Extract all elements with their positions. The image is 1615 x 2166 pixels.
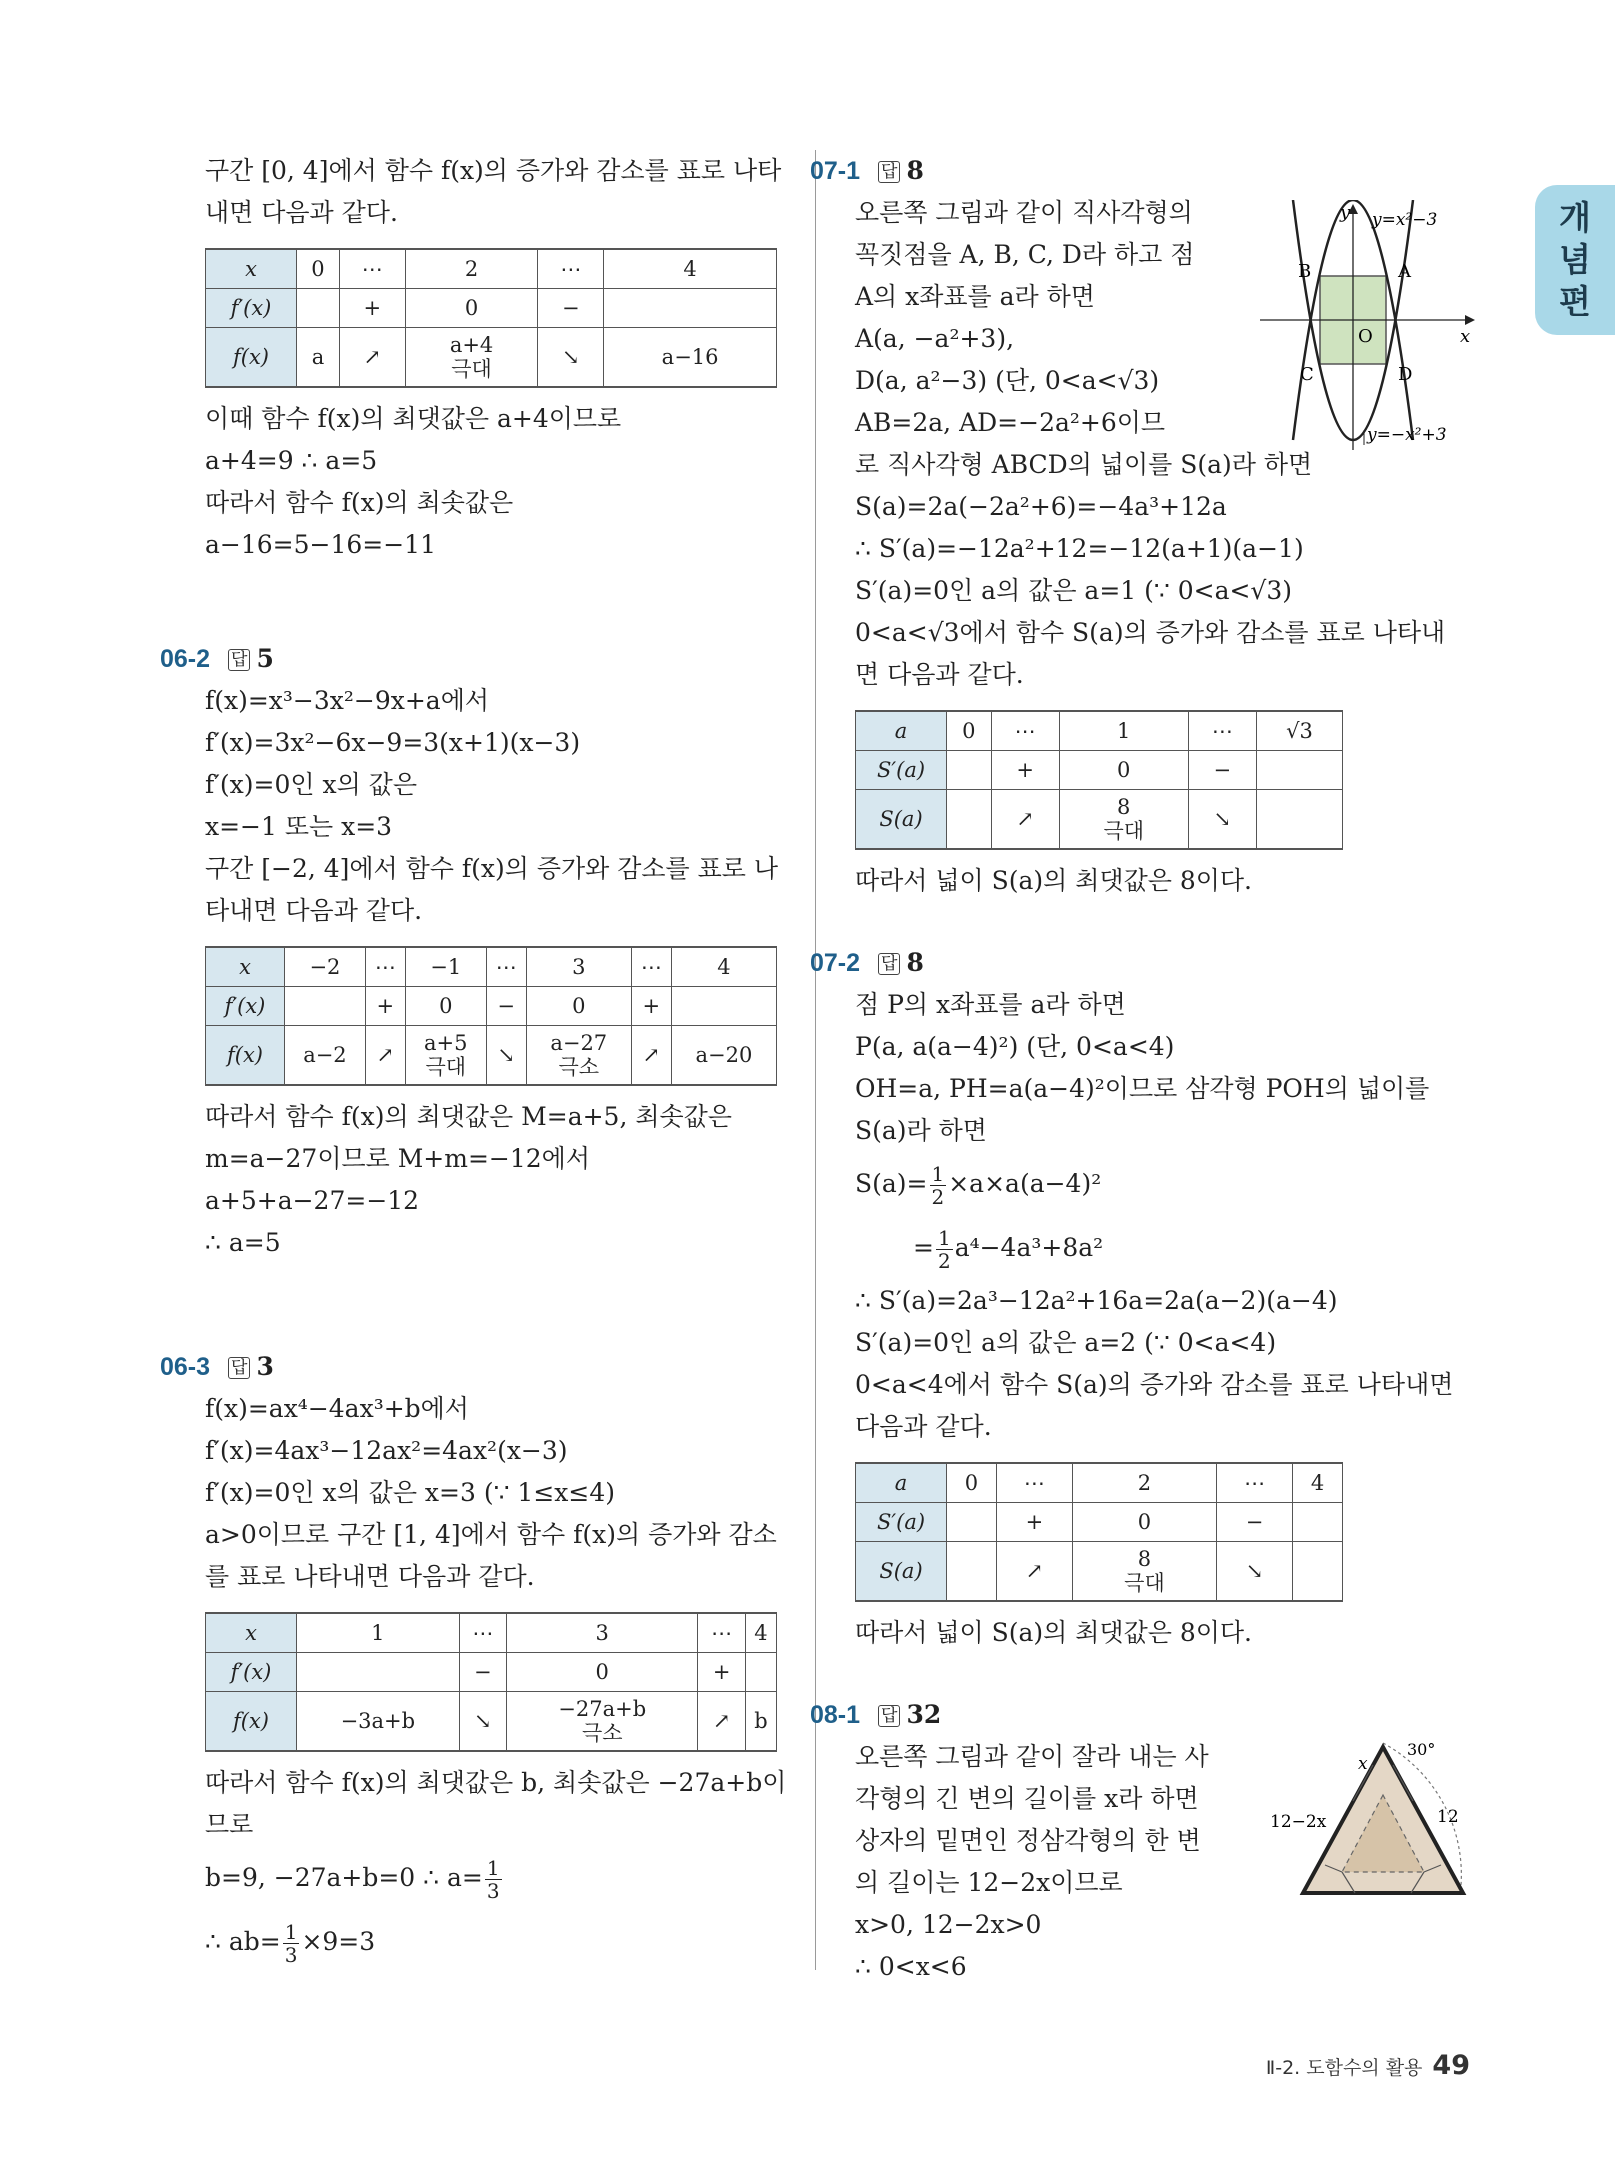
table-cell: ↗	[996, 1542, 1072, 1602]
point-label-c: C	[1300, 364, 1314, 385]
equation-text: b=9, −27a+b=0 ∴ a=	[205, 1863, 483, 1892]
table-cell: −	[1188, 751, 1256, 790]
point-label-b: B	[1298, 261, 1312, 282]
answer-mark: 답	[228, 649, 250, 671]
answer-mark: 답	[878, 161, 900, 183]
problem-header	[810, 1694, 1475, 1736]
table-cell: 0	[507, 1653, 698, 1692]
table-cell: ↗	[698, 1692, 745, 1752]
text-line: 면 다음과 같다.	[855, 660, 1024, 689]
table-cell: +	[365, 987, 405, 1026]
answer-value: 8	[906, 948, 924, 977]
text-line: 므로	[205, 1810, 254, 1839]
equation-text: a⁴−4a³+8a²	[954, 1233, 1104, 1262]
table-cell: S(a)	[856, 790, 947, 850]
tag-char: 편	[1559, 282, 1591, 321]
angle-label: 30°	[1407, 1740, 1436, 1759]
text-line: 다음과 같다.	[855, 1412, 992, 1441]
table-cell: 4	[1293, 1463, 1343, 1503]
text-line: 구간 [−2, 4]에서 함수 f(x)의 증가와 감소를 표로 나	[205, 854, 779, 883]
problem-header	[160, 638, 785, 680]
text-line: 따라서 함수 f(x)의 최댓값은 b, 최솟값은 −27a+b이	[205, 1768, 787, 1797]
table-cell	[947, 751, 992, 790]
curve-label-lower: y=−x²+3	[1367, 425, 1447, 445]
parabola-rectangle-figure	[1260, 200, 1485, 450]
table-cell: ⋯	[991, 711, 1059, 751]
axis-label-x: x	[1460, 326, 1471, 347]
table-cell	[1293, 1542, 1343, 1602]
table-cell	[526, 1026, 631, 1086]
table-cell: a−16	[604, 328, 777, 388]
problem-header	[810, 942, 1475, 984]
origin-label: O	[1358, 326, 1373, 347]
section-title: Ⅱ-2. 도함수의 활용	[1265, 2057, 1423, 2079]
answer-value: 3	[256, 1352, 274, 1381]
text-line: 점 P의 x좌표를 a라 하면	[855, 990, 1126, 1019]
table-cell: ⋯	[1216, 1463, 1292, 1503]
text-line: 오른쪽 그림과 같이 잘라 내는 사	[855, 1742, 1209, 1771]
table-cell: 0	[1072, 1503, 1216, 1542]
table-cell: 0	[947, 1463, 997, 1503]
variation-table	[205, 1612, 777, 1752]
table-cell: 3	[526, 947, 631, 987]
table-cell	[405, 328, 538, 388]
table-cell: −	[486, 987, 526, 1026]
variation-table	[205, 946, 777, 1086]
axis-label-y: y	[1340, 202, 1351, 223]
left-column	[160, 150, 787, 1974]
table-cell: x	[206, 947, 285, 987]
table-cell	[297, 1653, 460, 1692]
table-cell	[1072, 1542, 1216, 1602]
text-line: 오른쪽 그림과 같이 직사각형의	[855, 198, 1193, 227]
table-cell: S(a)	[856, 1542, 947, 1602]
text-line: S′(a)=0인 a의 값은 a=1 (∵ 0<a<√3)	[855, 576, 1293, 605]
table-cell: 0	[405, 987, 486, 1026]
text-line: A의 x좌표를 a라 하면	[855, 282, 1095, 311]
equation-text: ×a×a(a−4)²	[948, 1169, 1102, 1198]
table-cell: ⋯	[538, 249, 604, 289]
side-label-right: 12	[1437, 1807, 1459, 1827]
table-cell	[604, 289, 777, 328]
fraction	[485, 1857, 502, 1902]
table-cell: f′(x)	[206, 1653, 297, 1692]
text-line: 각형의 긴 변의 길이를 x라 하면	[855, 1784, 1199, 1813]
text-line: ∴ S′(a)=2a³−12a²+16a=2a(a−2)(a−4)	[855, 1286, 1338, 1315]
cell-value: a−27	[550, 1031, 608, 1055]
side-label-x: x	[1358, 1754, 1368, 1774]
equation-line	[205, 1910, 785, 1974]
equation-line	[855, 1152, 1475, 1216]
variation-table	[205, 248, 777, 388]
side-label-left: 12−2x	[1270, 1812, 1327, 1832]
table-cell: f(x)	[206, 1692, 297, 1752]
table-cell	[947, 1503, 997, 1542]
fraction	[283, 1921, 300, 1966]
numerator: 1	[937, 1226, 951, 1250]
table-cell: 0	[297, 249, 340, 289]
table-cell	[1059, 790, 1188, 850]
denominator: 2	[931, 1185, 945, 1209]
fraction	[936, 1227, 953, 1272]
numerator: 1	[486, 1856, 500, 1880]
table-cell: 1	[1059, 711, 1188, 751]
table-cell: ⋯	[996, 1463, 1072, 1503]
text-line: f′(x)=0인 x의 값은 x=3 (∵ 1≤x≤4)	[205, 1478, 615, 1507]
table-cell: 1	[297, 1613, 460, 1653]
variation-table	[855, 710, 1343, 850]
table-cell: −	[459, 1653, 506, 1692]
denominator: 2	[937, 1249, 951, 1273]
denominator: 3	[284, 1943, 298, 1967]
text-line: 따라서 함수 f(x)의 최솟값은	[205, 488, 514, 517]
text-line: 내면 다음과 같다.	[205, 198, 398, 227]
equation-line	[855, 1216, 1475, 1280]
text-line: S(a)라 하면	[855, 1116, 987, 1145]
answer-value: 5	[256, 644, 274, 673]
text-line: f(x)=x³−3x²−9x+a에서	[205, 686, 490, 715]
table-cell: +	[991, 751, 1059, 790]
table-cell: +	[339, 289, 405, 328]
denominator: 3	[486, 1879, 500, 1903]
table-cell: a	[297, 328, 340, 388]
table-cell	[285, 987, 366, 1026]
table-cell: b	[745, 1692, 776, 1752]
table-cell: 0	[1059, 751, 1188, 790]
table-cell: f(x)	[206, 328, 297, 388]
text-line: S(a)=2a(−2a²+6)=−4a³+12a	[855, 492, 1227, 521]
table-cell	[1256, 751, 1342, 790]
table-cell: 4	[671, 947, 776, 987]
equation-text: S(a)=	[855, 1169, 928, 1198]
answer-mark: 답	[878, 953, 900, 975]
text-line: 타내면 다음과 같다.	[205, 896, 423, 925]
text-line: 의 길이는 12−2x이므로	[855, 1868, 1123, 1897]
extremum-label: 극소	[581, 1721, 623, 1745]
equation-text: =	[913, 1233, 934, 1262]
text-line: ∴ S′(a)=−12a²+12=−12(a+1)(a−1)	[855, 534, 1304, 563]
extremum-label: 극소	[558, 1055, 600, 1079]
text-line: S′(a)=0인 a의 값은 a=2 (∵ 0<a<4)	[855, 1328, 1277, 1357]
table-cell: ↘	[1188, 790, 1256, 850]
table-cell	[947, 790, 992, 850]
table-cell: ↗	[631, 1026, 671, 1086]
text-line: f′(x)=3x²−6x−9=3(x+1)(x−3)	[205, 728, 581, 757]
page-footer	[1266, 2050, 1470, 2081]
table-cell: a	[856, 711, 947, 751]
table-cell: ↗	[991, 790, 1059, 850]
tag-char: 념	[1559, 240, 1591, 279]
table-cell	[947, 1542, 997, 1602]
cell-value: a+5	[424, 1031, 468, 1055]
extremum-label: 극대	[425, 1055, 467, 1079]
problem-header	[160, 1346, 785, 1388]
table-cell: f′(x)	[206, 289, 297, 328]
table-cell: −1	[405, 947, 486, 987]
table-cell: √3	[1256, 711, 1342, 751]
cell-value: −27a+b	[558, 1697, 647, 1721]
text-line: m=a−27이므로 M+m=−12에서	[205, 1144, 590, 1173]
table-cell	[405, 1026, 486, 1086]
text-line: AB=2a, AD=−2a²+6이므	[855, 408, 1166, 437]
table-cell: −	[1216, 1503, 1292, 1542]
text-line: 따라서 함수 f(x)의 최댓값은 M=a+5, 최솟값은	[205, 1102, 732, 1131]
answer-mark: 답	[228, 1357, 250, 1379]
table-cell: 4	[604, 249, 777, 289]
table-cell: −2	[285, 947, 366, 987]
equation-text: ∴ ab=	[205, 1927, 281, 1956]
table-cell: a−20	[671, 1026, 776, 1086]
table-cell: S′(a)	[856, 1503, 947, 1542]
cell-value: 8	[1117, 795, 1131, 819]
table-cell: 4	[745, 1613, 776, 1653]
table-cell: +	[698, 1653, 745, 1692]
cell-value: a+4	[449, 333, 494, 357]
answer-mark: 답	[878, 1705, 900, 1727]
table-cell: a−2	[285, 1026, 366, 1086]
table-cell: a	[856, 1463, 947, 1503]
triangle-box-figure	[1265, 1735, 1480, 1910]
problem-number: 07-2	[810, 949, 861, 977]
equation-line	[205, 1846, 785, 1910]
table-cell: ⋯	[1188, 711, 1256, 751]
table-cell: ⋯	[365, 947, 405, 987]
text-line: f′(x)=4ax³−12ax²=4ax²(x−3)	[205, 1436, 568, 1465]
table-cell: 2	[405, 249, 538, 289]
equation-text: ×9=3	[301, 1927, 376, 1956]
x-axis-arrow-icon	[1465, 315, 1475, 325]
table-cell: f′(x)	[206, 987, 285, 1026]
table-cell: ↘	[486, 1026, 526, 1086]
text-line: 따라서 넓이 S(a)의 최댓값은 8이다.	[855, 866, 1252, 895]
table-cell: 0	[947, 711, 992, 751]
table-cell	[745, 1653, 776, 1692]
table-cell: ⋯	[631, 947, 671, 987]
point-label-a: A	[1398, 261, 1411, 282]
text-line: a>0이므로 구간 [1, 4]에서 함수 f(x)의 증가와 감소	[205, 1520, 777, 1549]
table-cell	[507, 1692, 698, 1752]
text-line: 꼭짓점을 A, B, C, D라 하고 점	[855, 240, 1195, 269]
problem-number: 06-2	[160, 645, 211, 673]
cell-value: 8	[1137, 1547, 1152, 1571]
text-line: x=−1 또는 x=3	[205, 812, 393, 841]
numerator: 1	[931, 1162, 945, 1186]
point-label-d: D	[1398, 364, 1413, 385]
table-cell: −3a+b	[297, 1692, 460, 1752]
table-cell: 0	[526, 987, 631, 1026]
table-cell	[671, 987, 776, 1026]
problem-number: 07-1	[810, 157, 861, 185]
text-line: f(x)=ax⁴−4ax³+b에서	[205, 1394, 469, 1423]
variation-table	[855, 1462, 1343, 1602]
numerator: 1	[284, 1920, 298, 1944]
text-line: a+5+a−27=−12	[205, 1186, 420, 1215]
table-cell	[1256, 790, 1342, 850]
answer-value: 8	[906, 156, 924, 185]
table-cell: 0	[405, 289, 538, 328]
text-line: x>0, 12−2x>0	[855, 1910, 1042, 1939]
table-cell: ↘	[459, 1692, 506, 1752]
text-line: A(a, −a²+3),	[855, 324, 1015, 353]
text-line: 구간 [0, 4]에서 함수 f(x)의 증가와 감소를 표로 나타	[205, 156, 782, 185]
table-cell: x	[206, 1613, 297, 1653]
text-line: 상자의 밑면인 정삼각형의 한 변	[855, 1826, 1201, 1855]
table-cell: +	[631, 987, 671, 1026]
table-cell: ⋯	[459, 1613, 506, 1653]
table-cell	[297, 289, 340, 328]
table-cell: +	[996, 1503, 1072, 1542]
text-line: ∴ 0<x<6	[855, 1952, 967, 1981]
answer-value: 32	[906, 1700, 942, 1729]
table-cell: S′(a)	[856, 751, 947, 790]
text-line: ∴ a=5	[205, 1228, 281, 1257]
table-cell: ↘	[538, 328, 604, 388]
table-cell: x	[206, 249, 297, 289]
table-cell: 2	[1072, 1463, 1216, 1503]
problem-number: 06-3	[160, 1353, 211, 1381]
text-line: 로 직사각형 ABCD의 넓이를 S(a)라 하면	[855, 450, 1313, 479]
section-tag	[1535, 185, 1615, 335]
table-cell: −	[538, 289, 604, 328]
extremum-label: 극대	[1103, 819, 1145, 843]
text-line: 0<a<√3에서 함수 S(a)의 증가와 감소를 표로 나타내	[855, 618, 1446, 647]
page-number: 49	[1432, 2050, 1470, 2081]
text-line: f′(x)=0인 x의 값은	[205, 770, 417, 799]
table-cell	[1293, 1503, 1343, 1542]
text-line: 0<a<4에서 함수 S(a)의 증가와 감소를 표로 나타내면	[855, 1370, 1454, 1399]
table-cell: ⋯	[339, 249, 405, 289]
problem-header	[810, 150, 1475, 192]
tag-char: 개	[1559, 198, 1591, 237]
fraction	[930, 1163, 947, 1208]
text-line: OH=a, PH=a(a−4)²이므로 삼각형 POH의 넓이를	[855, 1074, 1430, 1103]
extremum-label: 극대	[451, 357, 492, 381]
table-cell: ⋯	[486, 947, 526, 987]
table-cell: ↗	[339, 328, 405, 388]
table-cell: ⋯	[698, 1613, 745, 1653]
table-cell: ↘	[1216, 1542, 1292, 1602]
text-line: a−16=5−16=−11	[205, 530, 436, 559]
problem-number: 08-1	[810, 1701, 861, 1729]
table-cell: ↗	[365, 1026, 405, 1086]
text-line: a+4=9 ∴ a=5	[205, 446, 378, 475]
table-cell: 3	[507, 1613, 698, 1653]
text-line: 이때 함수 f(x)의 최댓값은 a+4이므로	[205, 404, 622, 433]
curve-label-upper: y=x²−3	[1372, 210, 1438, 230]
text-line: P(a, a(a−4)²) (단, 0<a<4)	[855, 1032, 1175, 1061]
extremum-label: 극대	[1124, 1571, 1165, 1595]
table-cell: f(x)	[206, 1026, 285, 1086]
text-line: D(a, a²−3) (단, 0<a<√3)	[855, 366, 1160, 395]
text-line: 를 표로 나타내면 다음과 같다.	[205, 1562, 535, 1591]
text-line: 따라서 넓이 S(a)의 최댓값은 8이다.	[855, 1618, 1252, 1647]
